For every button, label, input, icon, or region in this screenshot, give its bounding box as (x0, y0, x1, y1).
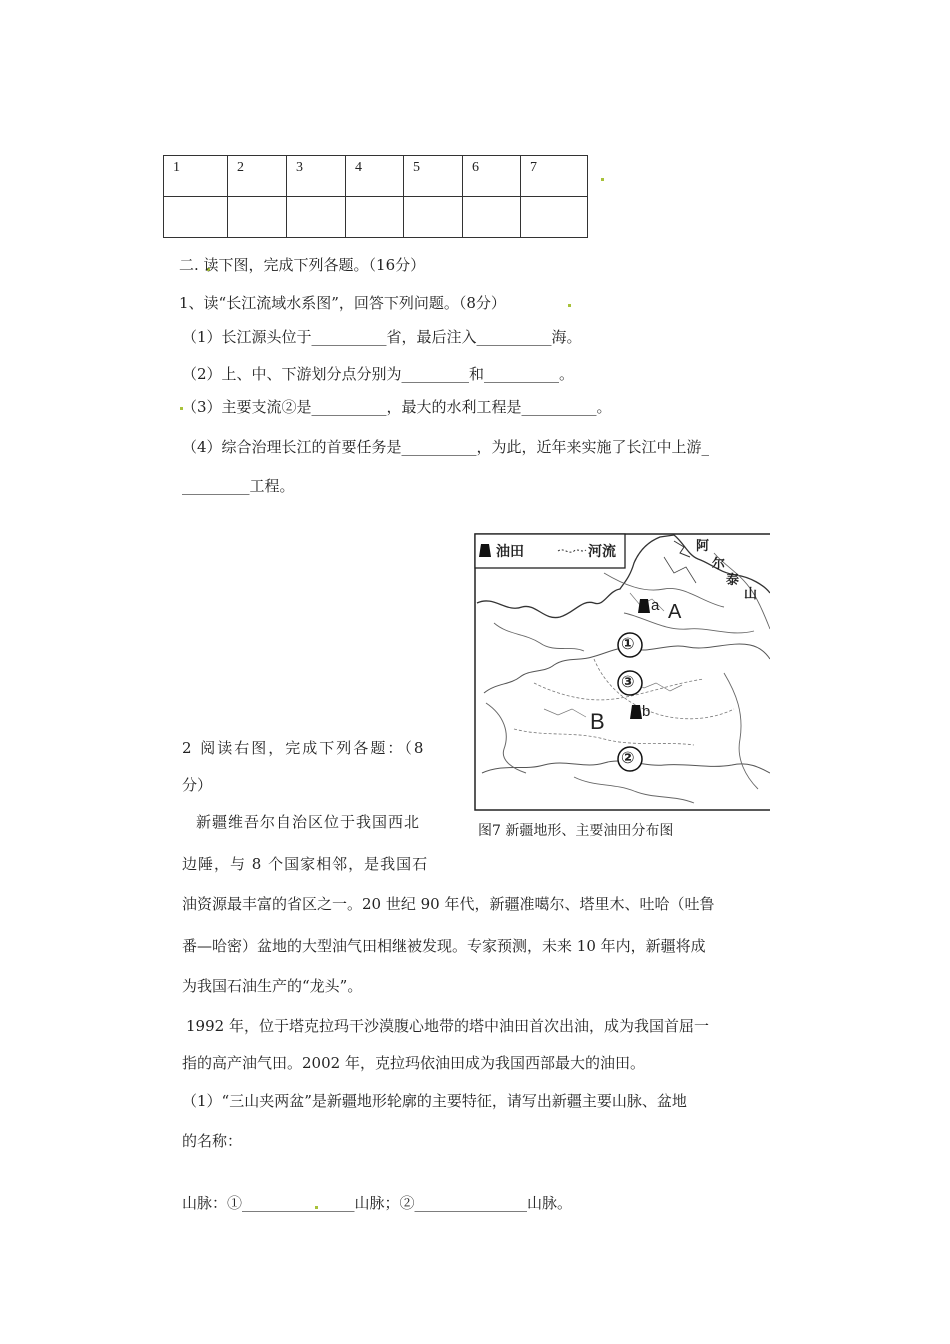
paragraph-line: 为我国石油生产的“龙头”。 (182, 977, 363, 995)
altai-label-4: 山 (744, 587, 758, 602)
legend-river-label: 河流 (588, 544, 616, 560)
question-2-intro: 2 阅读右图，完成下列各题：（8 (182, 739, 426, 757)
oilfield-a-icon (638, 599, 650, 613)
answer-blank-cell[interactable] (228, 197, 287, 238)
paragraph-line: 边陲，与 8 个国家相邻，是我国石 (182, 855, 429, 873)
marker-1-label: ① (621, 634, 635, 653)
answer-table (163, 155, 588, 238)
region-B-label: B (590, 709, 605, 734)
question-1-item: （3）主要支流②是__________，最大的水利工程是__________。 (182, 398, 612, 416)
map-caption: 图7 新疆地形、主要油田分布图 (478, 823, 674, 839)
oilfield-b-label: b (642, 703, 651, 720)
answer-blank-cell[interactable] (164, 197, 228, 238)
marker-3-label: ③ (621, 672, 635, 691)
paragraph-line: 番—哈密）盆地的大型油气田相继被发现。专家预测，未来 10 年内，新疆将成 (182, 937, 706, 955)
question-1-item: _________工程。 (182, 477, 295, 495)
sub-question-1: （1）“三山夹两盆”是新疆地形轮廓的主要特征，请写出新疆主要山脉、盆地 (182, 1092, 687, 1110)
answer-blank-cell[interactable] (463, 197, 521, 238)
region-A-label: A (668, 601, 682, 623)
marker-2-label: ② (621, 748, 635, 767)
altai-label-1: 阿 (696, 539, 710, 554)
paragraph-line: 油资源最丰富的省区之一。20 世纪 90 年代，新疆准噶尔、塔里木、吐哈（吐鲁 (182, 895, 715, 913)
scan-dot (601, 178, 604, 181)
altai-label-2: 尔 (712, 557, 726, 572)
answer-number-cell: 6 (463, 156, 521, 197)
xinjiang-map (474, 533, 770, 811)
answer-number-cell: 7 (521, 156, 588, 197)
paragraph-line: 指的高产油气田。2002 年，克拉玛依油田成为我国西部最大的油田。 (182, 1054, 645, 1072)
answer-number-cell: 5 (404, 156, 463, 197)
answer-blank-cell[interactable] (287, 197, 346, 238)
answer-table-header-row (164, 156, 588, 197)
answer-number-cell: 3 (287, 156, 346, 197)
answer-blank-cell[interactable] (404, 197, 463, 238)
answer-blank-cell[interactable] (346, 197, 404, 238)
altai-label-3: 泰 (726, 573, 740, 588)
question-2-intro-cont: 分） (182, 776, 213, 794)
sub-question-1-cont: 的名称： (182, 1132, 243, 1150)
answer-number-cell: 1 (164, 156, 228, 197)
answer-number-cell: 2 (228, 156, 287, 197)
answer-table-blank-row (164, 197, 588, 238)
legend-oilfield-label: 油田 (496, 544, 524, 560)
question-1-item: （1）长江源头位于__________省，最后注入__________海。 (182, 328, 582, 346)
question-1-item: （4）综合治理长江的首要任务是__________，为此，近年来实施了长江中上游_ (182, 438, 710, 456)
section-title: 二. 读下图，完成下列各题。（16分） (179, 256, 426, 274)
answer-number-cell: 4 (346, 156, 404, 197)
oilfield-b-icon (630, 705, 642, 719)
answer-blank-cell[interactable] (521, 197, 588, 238)
question-1-item: （2）上、中、下游划分点分别为_________和__________。 (182, 365, 575, 383)
paragraph-line: 新疆维吾尔自治区位于我国西北 (196, 813, 421, 831)
scan-dot (568, 304, 571, 307)
mountain-answer-line[interactable]: 山脉：①_______________山脉；②_______________山脉。 (182, 1194, 573, 1212)
oilfield-a-label: a (651, 597, 660, 614)
paragraph-line: 1992 年，位于塔克拉玛干沙漠腹心地带的塔中油田首次出油，成为我国首屈一 (186, 1017, 709, 1035)
question-1-intro: 1、读“长江流域水系图”，回答下列问题。（8分） (179, 294, 506, 312)
oilfield-legend-icon (479, 544, 491, 557)
